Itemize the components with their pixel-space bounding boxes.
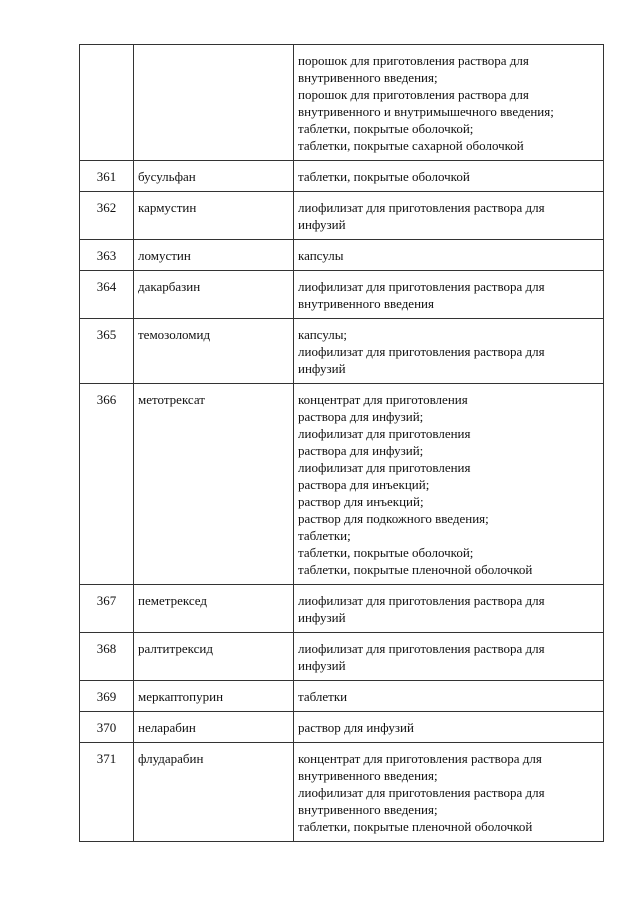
drug-name: меркаптопурин [134,681,294,712]
dosage-form-line: капсулы; [298,327,348,342]
row-number: 362 [80,192,134,240]
dosage-form-line: таблетки, покрытые пленочной оболочкой [298,819,533,834]
row-number: 365 [80,319,134,384]
dosage-form-line: внутривенного введения; [298,768,438,783]
dosage-form-line: таблетки, покрытые оболочкой [298,169,470,184]
drug-name: бусульфан [134,161,294,192]
dosage-forms [294,633,604,681]
dosage-form-line: лиофилизат для приготовления раствора для [298,200,545,215]
dosage-form-line: лиофилизат для приготовления раствора для [298,641,545,656]
dosage-form-line: раствора для инфузий; [298,443,424,458]
row-number: 368 [80,633,134,681]
drug-name: кармустин [134,192,294,240]
dosage-form-line: внутривенного введения [298,296,434,311]
dosage-form-line: лиофилизат для приготовления раствора для [298,785,545,800]
dosage-form-line: раствора для инфузий; [298,409,424,424]
table-row [80,271,604,319]
dosage-forms [294,240,604,271]
table-row [80,161,604,192]
table-row [80,319,604,384]
table-row [80,681,604,712]
drug-name: флударабин [134,743,294,842]
dosage-form-line: концентрат для приготовления [298,392,468,407]
dosage-form-line: инфузий [298,217,346,232]
row-number: 366 [80,384,134,585]
drug-name [134,45,294,161]
dosage-form-line: инфузий [298,610,346,625]
table-row [80,743,604,842]
dosage-form-line: концентрат для приготовления раствора для [298,751,542,766]
dosage-form-line: раствор для подкожного введения; [298,511,489,526]
drug-name: метотрексат [134,384,294,585]
table-row [80,585,604,633]
row-number: 367 [80,585,134,633]
dosage-form-line: внутривенного введения; [298,802,438,817]
drug-name: пеметрексед [134,585,294,633]
row-number: 370 [80,712,134,743]
table-row [80,45,604,161]
drug-table-body [80,45,604,842]
dosage-form-line: порошок для приготовления раствора для [298,53,529,68]
dosage-forms [294,45,604,161]
dosage-form-line: раствора для инъекций; [298,477,430,492]
dosage-form-line: лиофилизат для приготовления [298,426,471,441]
drug-name: дакарбазин [134,271,294,319]
drug-name: темозоломид [134,319,294,384]
dosage-form-line: раствор для инъекций; [298,494,424,509]
dosage-form-line: таблетки [298,689,348,704]
drug-name: ломустин [134,240,294,271]
row-number: 361 [80,161,134,192]
table-row [80,712,604,743]
dosage-form-line: лиофилизат для приготовления раствора для [298,279,545,294]
drug-name: неларабин [134,712,294,743]
dosage-form-line: капсулы [298,248,344,263]
table-row [80,384,604,585]
dosage-forms [294,384,604,585]
dosage-form-line: внутривенного введения; [298,70,438,85]
dosage-form-line: таблетки, покрытые оболочкой; [298,545,474,560]
dosage-forms [294,192,604,240]
dosage-forms [294,743,604,842]
dosage-form-line: таблетки, покрытые сахарной оболочкой [298,138,524,153]
dosage-form-line: порошок для приготовления раствора для [298,87,529,102]
dosage-forms [294,681,604,712]
dosage-form-line: раствор для инфузий [298,720,414,735]
table-row [80,633,604,681]
drug-table [79,44,604,842]
row-number: 369 [80,681,134,712]
dosage-form-line: инфузий [298,361,346,376]
table-row [80,192,604,240]
row-number [80,45,134,161]
dosage-forms [294,161,604,192]
dosage-form-line: таблетки, покрытые оболочкой; [298,121,474,136]
row-number: 364 [80,271,134,319]
dosage-form-line: лиофилизат для приготовления раствора для [298,593,545,608]
drug-name: ралтитрексид [134,633,294,681]
row-number: 371 [80,743,134,842]
dosage-form-line: внутривенного и внутримышечного введения; [298,104,554,119]
dosage-forms [294,712,604,743]
dosage-forms [294,585,604,633]
dosage-form-line: инфузий [298,658,346,673]
dosage-forms [294,319,604,384]
dosage-form-line: лиофилизат для приготовления [298,460,471,475]
dosage-form-line: таблетки; [298,528,351,543]
dosage-form-line: таблетки, покрытые пленочной оболочкой [298,562,533,577]
row-number: 363 [80,240,134,271]
dosage-form-line: лиофилизат для приготовления раствора для [298,344,545,359]
dosage-forms [294,271,604,319]
table-row [80,240,604,271]
